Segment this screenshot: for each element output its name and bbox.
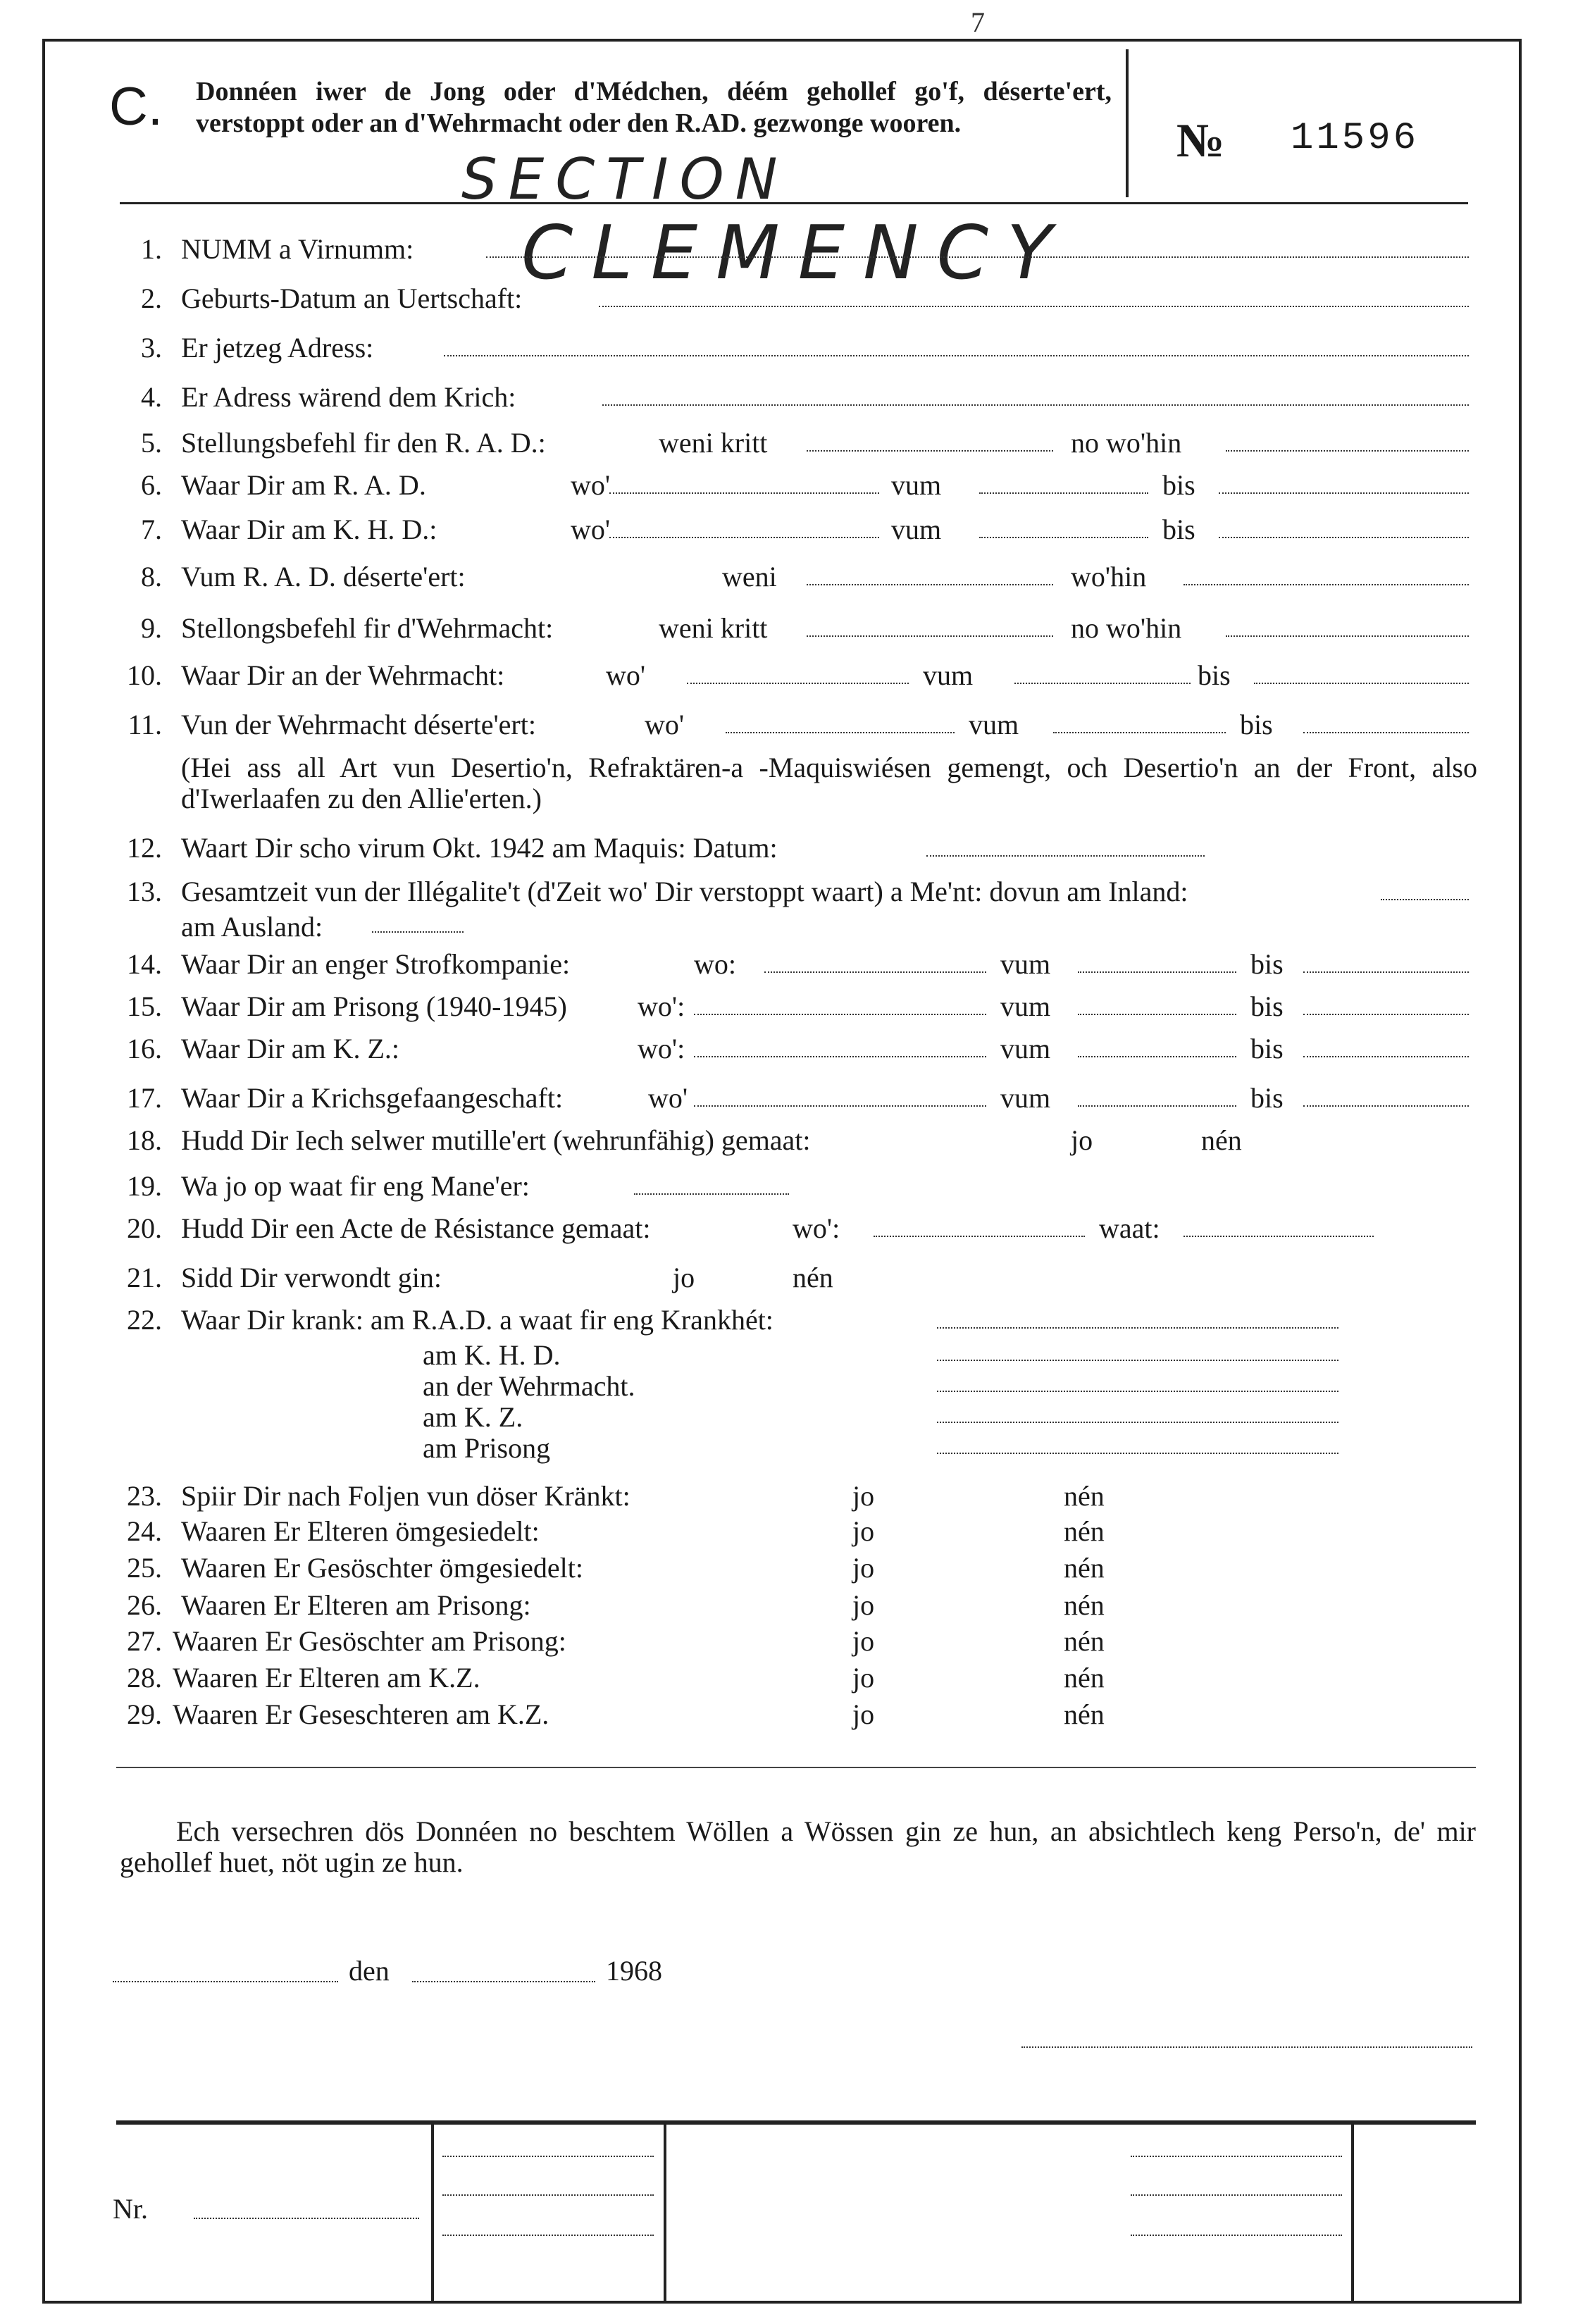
item-field-label: jo (852, 1515, 875, 1547)
item-number: 29. (127, 1698, 162, 1730)
item-label: Er jetzeg Adress: (181, 332, 374, 363)
item-number: 5. (141, 427, 162, 459)
item-entry-field[interactable] (634, 1193, 789, 1195)
item-entry-field[interactable] (1184, 1236, 1374, 1237)
item-label: Waaren Er Elteren am K.Z. (173, 1662, 480, 1694)
item-entry-field[interactable] (979, 537, 1148, 538)
item-number: 23. (127, 1480, 162, 1512)
item-label: Vun der Wehrmacht déserte'ert: (181, 709, 536, 740)
item-label: Sidd Dir verwondt gin: (181, 1262, 442, 1293)
item-number: 3. (141, 332, 162, 363)
item-entry-field[interactable] (937, 1327, 1338, 1329)
item-field-label: vum (891, 469, 942, 501)
item-label: Waar Dir am R. A. D. (181, 469, 426, 501)
item-number: 16. (127, 1033, 162, 1064)
item-13-line2: am Ausland: (181, 911, 323, 943)
section-letter: C. (109, 77, 163, 137)
item-entry-field[interactable] (1219, 537, 1469, 538)
item-entry-field[interactable] (807, 450, 1053, 452)
year-label: 1968 (606, 1955, 662, 1987)
item-entry-field[interactable] (599, 306, 1469, 307)
item-13-ausland-field[interactable] (372, 931, 464, 933)
handwritten-section: SECTION (461, 147, 789, 212)
item-number: 21. (127, 1262, 162, 1293)
item-number: 19. (127, 1170, 162, 1202)
header-description: Donnéen iwer de Jong oder d'Médchen, déém gehollef go'f, déserte'ert, verstoppt oder an d'Wehrmacht oder den R.AD. gezwonge wooren. (196, 77, 1112, 138)
item-entry-field[interactable] (1303, 1105, 1469, 1107)
footer-divider (1351, 2125, 1354, 2301)
item-number: 10. (127, 659, 162, 691)
item-field-label: weni kritt (659, 612, 768, 644)
footer-field[interactable] (442, 2156, 654, 2157)
item-number: 7. (141, 514, 162, 545)
item-field-label: wo' (571, 469, 611, 501)
item-field-label: wo' (571, 514, 611, 545)
item-label: Waaren Er Elteren ömgesiedelt: (181, 1515, 540, 1547)
item-label: Hudd Dir een Acte de Résistance gemaat: (181, 1212, 651, 1244)
item-22-subline: am K. Z. (423, 1401, 523, 1433)
item-number: 6. (141, 469, 162, 501)
item-field-label: no wo'hin (1071, 612, 1182, 644)
item-entry-field[interactable] (1014, 683, 1191, 684)
item-entry-field[interactable] (1254, 683, 1469, 684)
date-field[interactable] (412, 1981, 595, 1982)
item-field-label: jo (852, 1552, 875, 1584)
item-22-sub-field[interactable] (937, 1391, 1338, 1392)
item-field-label: vum (1000, 948, 1051, 980)
item-field-label: nén (1064, 1480, 1105, 1512)
item-field-label: wo' (645, 709, 685, 740)
item-number: 9. (141, 612, 162, 644)
item-field-label: jo (852, 1625, 875, 1657)
item-field-label: wo': (638, 990, 685, 1022)
item-field-label: wo' (606, 659, 646, 691)
item-number: 12. (127, 832, 162, 864)
item-field-label: bis (1198, 659, 1231, 691)
item-field-label: nén (1064, 1515, 1105, 1547)
item-22-subline: am Prisong (423, 1432, 551, 1464)
item-number: 8. (141, 561, 162, 592)
item-entry-field[interactable] (687, 683, 909, 684)
item-field-label: vum (923, 659, 974, 691)
item-number: 27. (127, 1625, 162, 1657)
item-number: 25. (127, 1552, 162, 1584)
item-22-sub-field[interactable] (937, 1422, 1338, 1423)
item-entry-field[interactable] (874, 1236, 1085, 1237)
item-number: 13. (127, 876, 162, 907)
item-22-sub-field[interactable] (937, 1453, 1338, 1454)
item-label: Waaren Er Gesöschter am Prisong: (173, 1625, 566, 1657)
item-field-label: nén (1064, 1625, 1105, 1657)
item-field-label: wo: (694, 948, 736, 980)
item-entry-field[interactable] (764, 971, 986, 973)
item-field-label: jo (1071, 1124, 1093, 1156)
handwritten-name: CLEMENCY (521, 210, 1071, 296)
item-entry-field[interactable] (1381, 899, 1469, 900)
item-entry-field[interactable] (1226, 450, 1469, 452)
form-number: 11596 (1291, 117, 1419, 160)
footer-field[interactable] (442, 2235, 654, 2236)
item-entry-field[interactable] (1078, 1105, 1236, 1107)
item-field-label: jo (852, 1480, 875, 1512)
item-label: Vum R. A. D. déserte'ert: (181, 561, 466, 592)
den-label: den (349, 1955, 390, 1987)
item-label: Stellungsbefehl fir den R. A. D.: (181, 427, 546, 459)
item-label: Waar Dir an der Wehrmacht: (181, 659, 505, 691)
item-entry-field[interactable] (726, 732, 955, 733)
footer-field[interactable] (1131, 2194, 1342, 2196)
footer-divider (431, 2125, 434, 2301)
item-field-label: bis (1250, 948, 1284, 980)
item-entry-field[interactable] (1303, 971, 1469, 973)
item-field-label: bis (1250, 1033, 1284, 1064)
nr-label: Nr. (113, 2193, 148, 2225)
place-field[interactable] (113, 1981, 338, 1982)
item-number: 22. (127, 1304, 162, 1336)
item-field-label: vum (969, 709, 1019, 740)
item-field-label: nén (1064, 1698, 1105, 1730)
item-22-subline: an der Wehrmacht. (423, 1370, 635, 1402)
item-entry-field[interactable] (1184, 584, 1469, 585)
item-label: Waaren Er Elteren am Prisong: (181, 1589, 531, 1621)
item-field-label: jo (852, 1589, 875, 1621)
separator-line (116, 1767, 1476, 1768)
item-label: Waaren Er Geseschteren am K.Z. (173, 1698, 549, 1730)
item-field-label: wo'hin (1071, 561, 1147, 592)
item-entry-field[interactable] (609, 492, 879, 494)
item-field-label: bis (1250, 1082, 1284, 1114)
item-field-label: nén (1064, 1552, 1105, 1584)
item-field-label: jo (852, 1662, 875, 1694)
item-entry-field[interactable] (1053, 732, 1226, 733)
item-number: 1. (141, 233, 162, 265)
item-label: Waart Dir scho virum Okt. 1942 am Maquis: Datum: (181, 832, 778, 864)
item-field-label: bis (1250, 990, 1284, 1022)
item-label: NUMM a Virnumm: (181, 233, 414, 265)
item-field-label: waat: (1099, 1212, 1160, 1244)
item-entry-field[interactable] (1078, 1056, 1236, 1057)
footer-field[interactable] (1131, 2235, 1342, 2236)
nr-field[interactable] (194, 2218, 419, 2219)
item-field-label: vum (1000, 1082, 1051, 1114)
item-field-label: jo (852, 1698, 875, 1730)
item-label: Geburts-Datum an Uertschaft: (181, 282, 523, 314)
item-entry-field[interactable] (807, 584, 1053, 585)
item-entry-field[interactable] (1303, 1014, 1469, 1015)
item-entry-field[interactable] (1078, 971, 1236, 973)
item-number: 28. (127, 1662, 162, 1694)
item-field-label: weni kritt (659, 427, 768, 459)
item-field-label: nén (793, 1262, 833, 1293)
item-entry-field[interactable] (1078, 1014, 1236, 1015)
item-label: Wa jo op waat fir eng Mane'er: (181, 1170, 530, 1202)
item-entry-field[interactable] (486, 256, 1469, 258)
item-field-label: nén (1201, 1124, 1242, 1156)
item-label: Waar Dir am K. Z.: (181, 1033, 399, 1064)
item-label: Er Adress wärend dem Krich: (181, 381, 516, 413)
item-entry-field[interactable] (1219, 492, 1469, 494)
item-label: Hudd Dir Iech selwer mutille'ert (wehrunfähig) gemaat: (181, 1124, 811, 1156)
item-field-label: weni (722, 561, 777, 592)
item-entry-field[interactable] (1303, 732, 1469, 733)
footer-field[interactable] (1131, 2156, 1342, 2157)
item-label: Waar Dir an enger Strofkompanie: (181, 948, 571, 980)
item-entry-field[interactable] (609, 537, 879, 538)
header-rule (120, 202, 1468, 204)
item-field-label: nén (1064, 1662, 1105, 1694)
footer-field[interactable] (442, 2194, 654, 2196)
item-label: Spiir Dir nach Foljen vun döser Kränkt: (181, 1480, 630, 1512)
item-field-label: wo' (648, 1082, 688, 1114)
header-divider (1126, 49, 1129, 197)
item-number: 2. (141, 282, 162, 314)
item-entry-field[interactable] (694, 1056, 986, 1057)
item-field-label: no wo'hin (1071, 427, 1182, 459)
item-label: Waar Dir a Krichsgefaangeschaft: (181, 1082, 564, 1114)
item-number: 14. (127, 948, 162, 980)
item-11-note: (Hei ass all Art vun Desertio'n, Refraktären-a -Maquiswiésen gemengt, och Desertio'n an der Front, also d'Iwerlaafen zu den Allie'erten.) (181, 752, 1477, 814)
declaration-text: Ech versechren dös Donnéen no beschtem Wöllen a Wössen gin ze hun, an absichtlech keng Perso'n, de' mir gehollef huet, nöt ugin ze hun. (120, 1815, 1476, 1878)
item-field-label: vum (1000, 990, 1051, 1022)
item-number: 11. (128, 709, 162, 740)
item-field-label: bis (1240, 709, 1273, 740)
item-number: 26. (127, 1589, 162, 1621)
item-field-label: bis (1162, 514, 1195, 545)
item-field-label: vum (1000, 1033, 1051, 1064)
item-field-label: wo': (793, 1212, 840, 1244)
item-22-sub-field[interactable] (937, 1360, 1338, 1361)
item-number: 24. (127, 1515, 162, 1547)
number-sign: № (1176, 113, 1225, 167)
item-entry-field[interactable] (979, 492, 1148, 494)
item-entry-field[interactable] (694, 1014, 986, 1015)
item-label: Waar Dir krank: am R.A.D. a waat fir eng Krankhét: (181, 1304, 774, 1336)
item-field-label: vum (891, 514, 942, 545)
item-field-label: jo (673, 1262, 695, 1293)
item-entry-field[interactable] (694, 1105, 986, 1107)
item-22-subline: am K. H. D. (423, 1339, 561, 1371)
item-entry-field[interactable] (444, 355, 1469, 356)
item-entry-field[interactable] (602, 404, 1469, 406)
item-entry-field[interactable] (1226, 635, 1469, 637)
item-entry-field[interactable] (1303, 1056, 1469, 1057)
item-label: Gesamtzeit vun der Illégalite't (d'Zeit wo' Dir verstoppt waart) a Me'nt: dovun am Inland: (181, 876, 1188, 907)
footer-divider (664, 2125, 666, 2301)
item-field-label: wo': (638, 1033, 685, 1064)
page-mark: 7 (971, 6, 985, 38)
item-label: Waar Dir am Prisong (1940-1945) (181, 990, 567, 1022)
item-field-label: nén (1064, 1589, 1105, 1621)
item-label: Stellongsbefehl fir d'Wehrmacht: (181, 612, 554, 644)
item-number: 4. (141, 381, 162, 413)
item-number: 17. (127, 1082, 162, 1114)
item-label: Waar Dir am K. H. D.: (181, 514, 437, 545)
signature-field[interactable] (1021, 2046, 1472, 2048)
footer-rule (116, 2120, 1476, 2125)
item-label: Waaren Er Gesöschter ömgesiedelt: (181, 1552, 583, 1584)
item-number: 18. (127, 1124, 162, 1156)
item-entry-field[interactable] (926, 855, 1205, 857)
item-number: 20. (127, 1212, 162, 1244)
item-field-label: bis (1162, 469, 1195, 501)
item-number: 15. (127, 990, 162, 1022)
item-entry-field[interactable] (807, 635, 1053, 637)
